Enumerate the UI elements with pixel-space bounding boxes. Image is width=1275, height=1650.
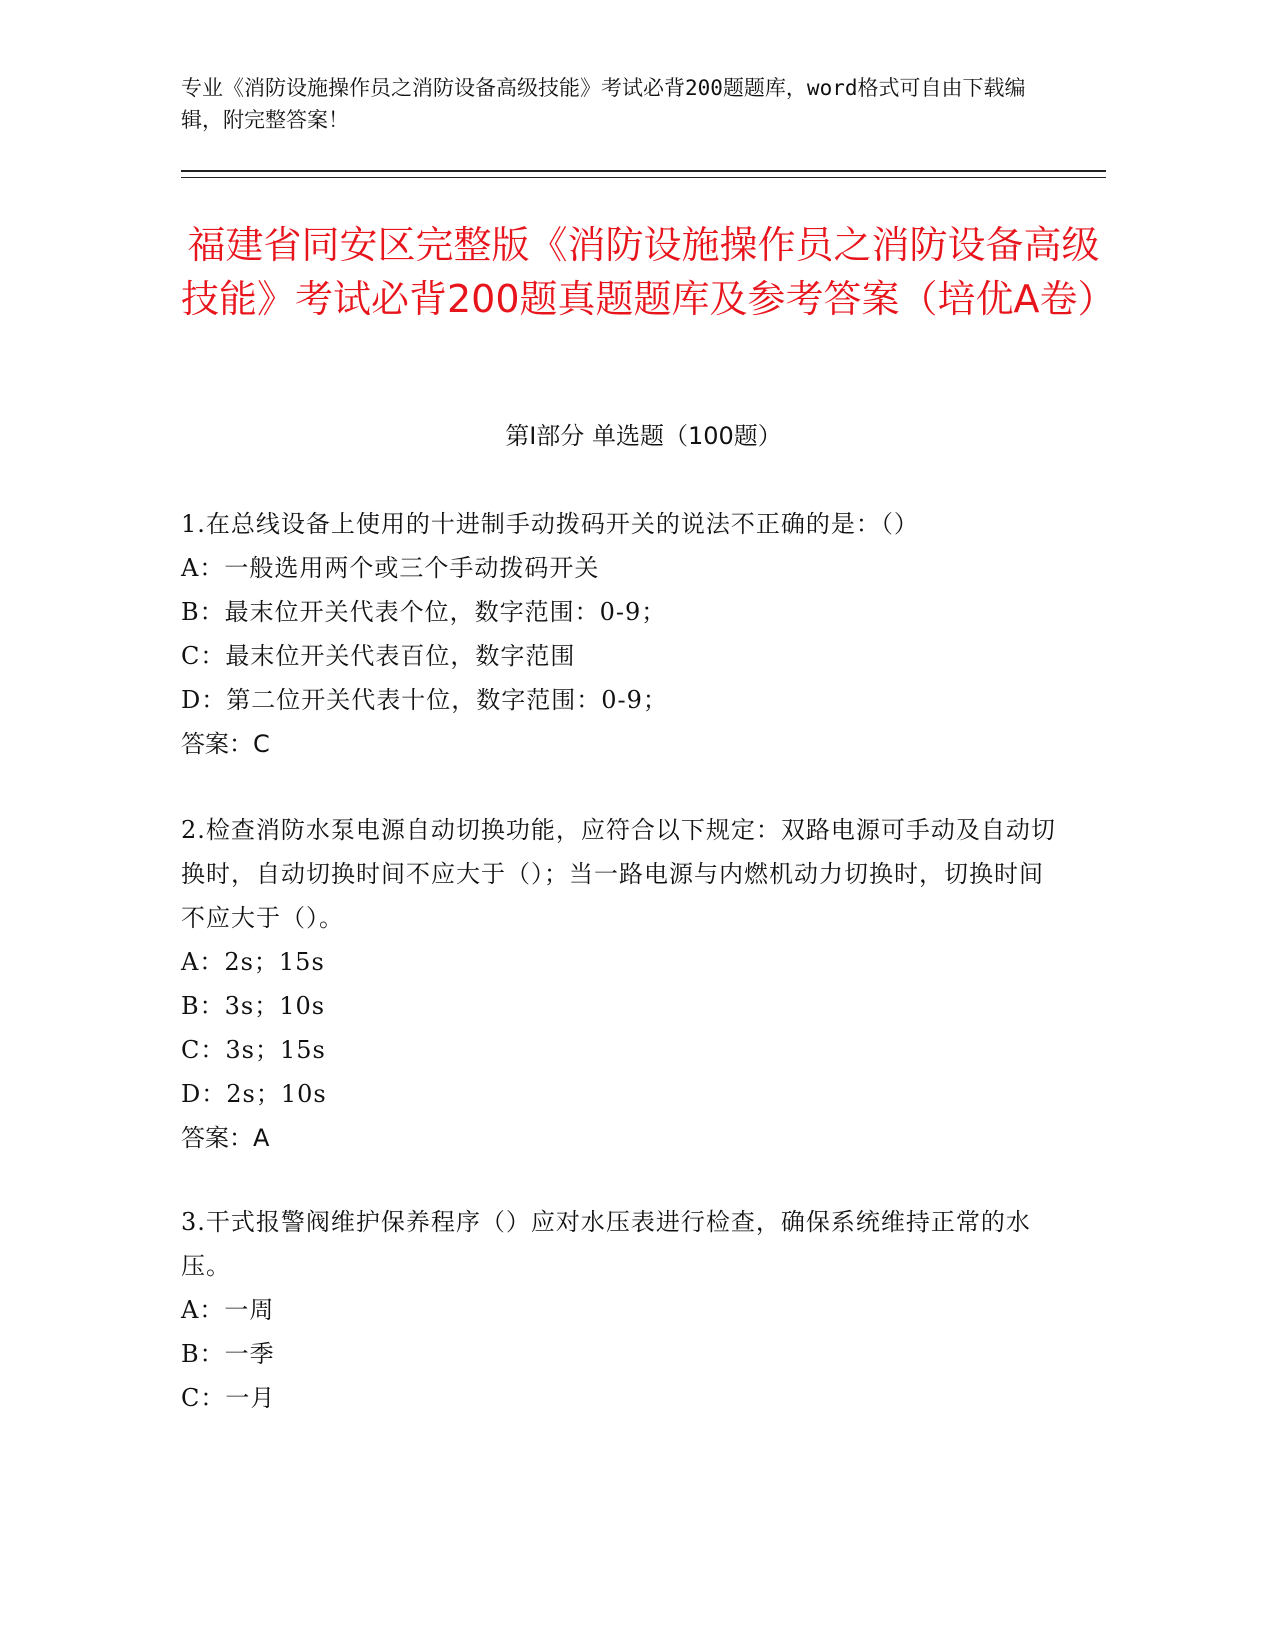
header-note: 专业《消防设施操作员之消防设备高级技能》考试必背200题题库，word格式可自由下载编辑，附完整答案！ <box>181 76 1026 132</box>
section-title: 第I部分 单选题（100题） <box>505 422 782 450</box>
question-1-option-a: A：一般选用两个或三个手动拨码开关 <box>181 554 600 582</box>
header-divider-thick <box>181 170 1106 172</box>
question-2-answer: 答案：A <box>181 1124 270 1152</box>
question-1-option-d: D：第二位开关代表十位，数字范围：0-9； <box>181 686 668 714</box>
header-divider-thin <box>181 177 1106 178</box>
question-2-option-d: D：2s；10s <box>181 1080 327 1108</box>
question-2 <box>181 808 1061 1160</box>
question-1-option-b: B：最末位开关代表个位，数字范围：0-9； <box>181 598 667 626</box>
question-2-option-b: B：3s；10s <box>181 992 326 1020</box>
question-1 <box>181 502 1061 766</box>
question-3-option-b: B：一季 <box>181 1340 275 1368</box>
question-2-stem: 2.检查消防水泵电源自动切换功能，应符合以下规定：双路电源可手动及自动切换时，自动切换时间不应大于（）；当一路电源与内燃机动力切换时，切换时间不应大于（）。 <box>181 816 1056 932</box>
question-3 <box>181 1200 1061 1420</box>
question-1-answer: 答案：C <box>181 730 270 758</box>
question-3-stem: 3.干式报警阀维护保养程序（）应对水压表进行检查，确保系统维持正常的水压。 <box>181 1208 1031 1280</box>
question-3-option-a: A：一周 <box>181 1296 275 1324</box>
question-1-stem: 1.在总线设备上使用的十进制手动拨码开关的说法不正确的是：（） <box>181 510 919 538</box>
document-title: 福建省同安区完整版《消防设施操作员之消防设备高级技能》考试必背200题真题题库及参考答案（培优A卷） <box>181 223 1116 321</box>
question-1-option-c: C：最末位开关代表百位，数字范围 <box>181 642 576 670</box>
question-2-option-a: A：2s；15s <box>181 948 325 976</box>
question-3-option-c: C：一月 <box>181 1384 276 1412</box>
question-2-option-c: C：3s；15s <box>181 1036 326 1064</box>
